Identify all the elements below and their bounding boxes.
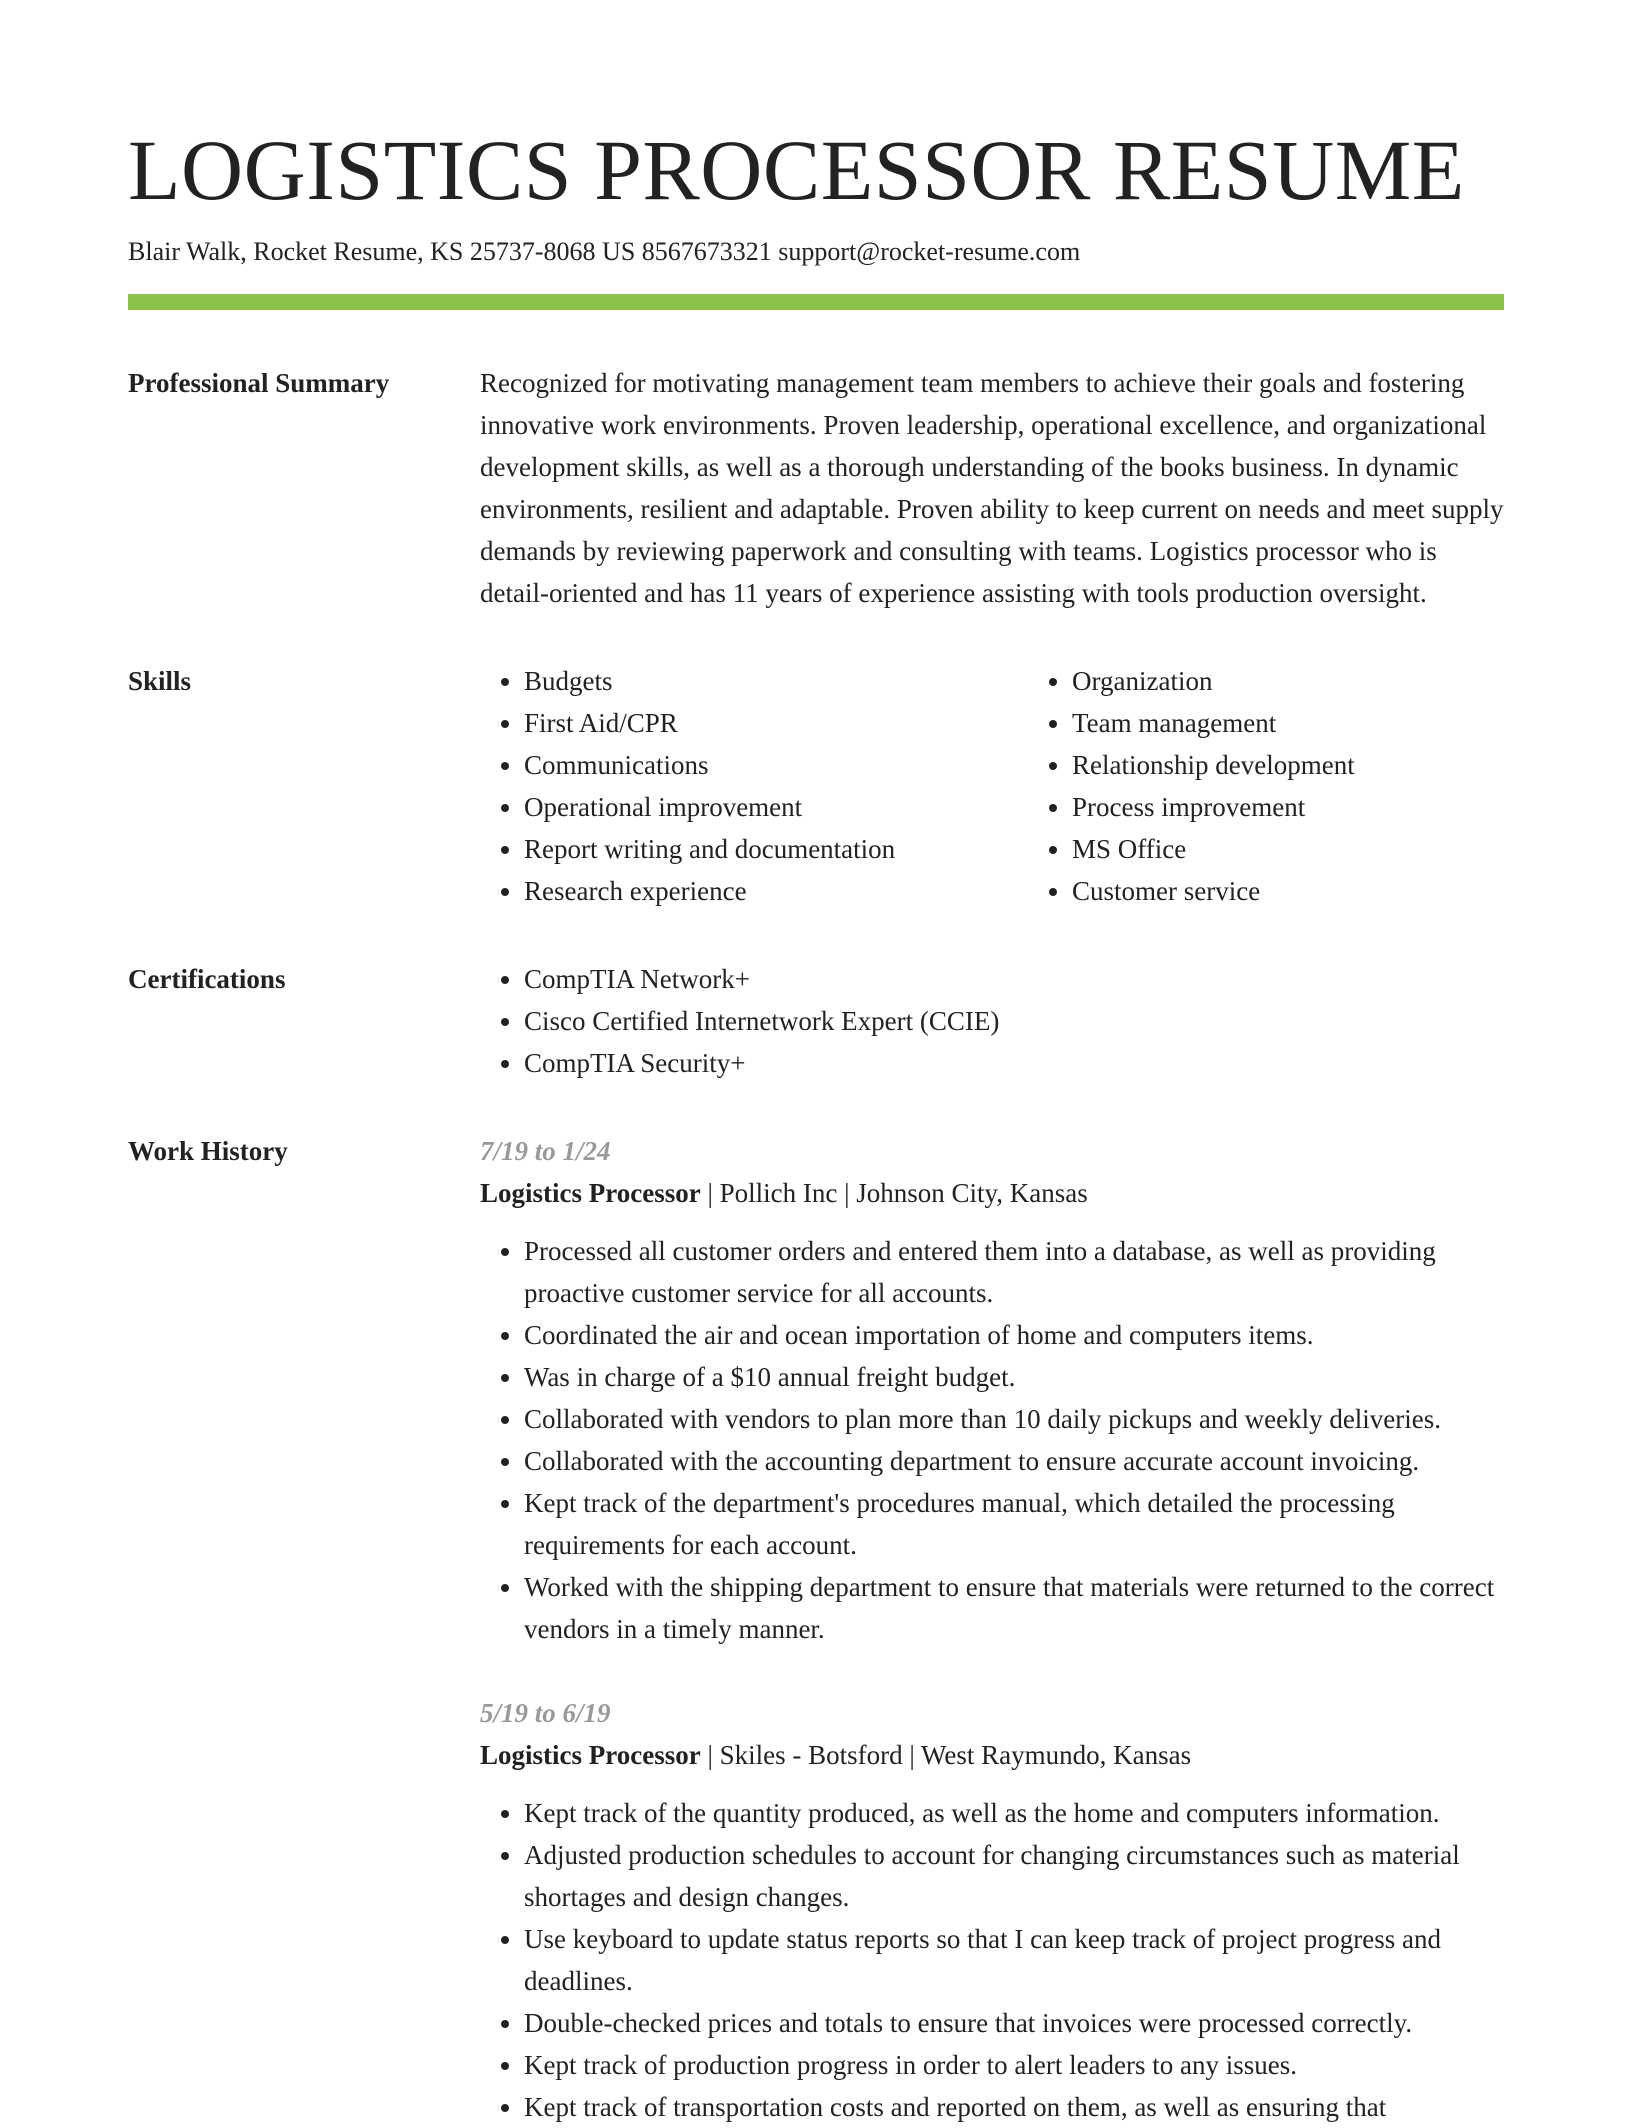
job-date: 7/19 to 1/24 xyxy=(480,1136,611,1166)
certifications-list xyxy=(480,958,1504,1084)
list-item: • Collaborated with the accounting department to ensure accurate account invoicing. xyxy=(524,1440,1504,1482)
job-date: 5/19 to 6/19 xyxy=(480,1698,611,1728)
list-item: • Report writing and documentation xyxy=(524,828,1028,870)
job-bullets xyxy=(480,1792,1504,2128)
list-item: • Communications xyxy=(524,744,1028,786)
job-bullets xyxy=(480,1230,1504,1650)
list-item: • Collaborated with vendors to plan more than 10 daily pickups and weekly deliveries. xyxy=(524,1398,1504,1440)
list-item: • Kept track of the quantity produced, as well as the home and computers information. xyxy=(524,1792,1504,1834)
list-item: • CompTIA Network+ xyxy=(524,958,1504,1000)
list-item: • Budgets xyxy=(524,660,1028,702)
job-details: | Skiles - Botsford | West Raymundo, Kansas xyxy=(700,1740,1192,1770)
list-item: • Adjusted production schedules to account for changing circumstances such as material shortages and design changes. xyxy=(524,1834,1504,1918)
list-item: • Operational improvement xyxy=(524,786,1028,828)
list-item: • Kept track of the department's procedures manual, which detailed the processing requirements for each account. xyxy=(524,1482,1504,1566)
skills-section xyxy=(128,660,1504,912)
list-item: • Research experience xyxy=(524,870,1028,912)
skills-list-left xyxy=(480,660,1028,912)
job-entry xyxy=(480,1130,1504,1650)
job-title: Logistics Processor xyxy=(480,1740,701,1770)
list-item: • First Aid/CPR xyxy=(524,702,1028,744)
list-item: • Kept track of production progress in order to alert leaders to any issues. xyxy=(524,2044,1504,2086)
skills-list-right xyxy=(1028,660,1576,912)
resume-page xyxy=(128,120,1504,2128)
list-item: • Coordinated the air and ocean importation of home and computers items. xyxy=(524,1314,1504,1356)
job-entry xyxy=(480,1692,1504,2128)
list-item: • Team management xyxy=(1072,702,1576,744)
list-item: • Processed all customer orders and entered them into a database, as well as providing proactive customer service for all accounts. xyxy=(524,1230,1504,1314)
certifications-section xyxy=(128,958,1504,1084)
list-item: • CompTIA Security+ xyxy=(524,1042,1504,1084)
job-heading xyxy=(480,1172,1504,1214)
list-item: • MS Office xyxy=(1072,828,1576,870)
list-item: • Use keyboard to update status reports so that I can keep track of project progress and deadlines. xyxy=(524,1918,1504,2002)
list-item: • Was in charge of a $10 annual freight budget. xyxy=(524,1356,1504,1398)
section-label-certifications: Certifications xyxy=(128,964,286,994)
job-details: | Pollich Inc | Johnson City, Kansas xyxy=(700,1178,1088,1208)
list-item: • Cisco Certified Internetwork Expert (CCIE) xyxy=(524,1000,1504,1042)
list-item: • Double-checked prices and totals to ensure that invoices were processed correctly. xyxy=(524,2002,1504,2044)
list-item: • Worked with the shipping department to ensure that materials were returned to the correct vendors in a timely manner. xyxy=(524,1566,1504,1650)
resume-title: LOGISTICS PROCESSOR RESUME xyxy=(128,122,1465,218)
list-item: • Kept track of transportation costs and reported on them, as well as ensuring that xyxy=(524,2086,1504,2128)
job-title: Logistics Processor xyxy=(480,1178,701,1208)
section-label-summary: Professional Summary xyxy=(128,368,390,398)
list-item: • Process improvement xyxy=(1072,786,1576,828)
list-item: • Organization xyxy=(1072,660,1576,702)
section-label-work-history: Work History xyxy=(128,1136,288,1166)
summary-section xyxy=(128,362,1504,614)
list-item: • Relationship development xyxy=(1072,744,1576,786)
work-history-section xyxy=(128,1130,1504,2128)
summary-text: Recognized for motivating management team members to achieve their goals and fostering innovative work environments. Proven leadership, operational excellence, and organizational development skills, as well as a thorough understanding of the books business. In dynamic environments, resilient and adaptable. Proven ability to keep current on needs and meet supply demands by reviewing paperwork and consulting with teams. Logistics processor who is detail-oriented and has 11 years of experience assisting with tools production oversight. xyxy=(480,368,1504,608)
header-divider xyxy=(128,294,1504,310)
section-label-skills: Skills xyxy=(128,666,192,696)
contact-line: Blair Walk, Rocket Resume, KS 25737-8068 US 8567673321 support@rocket-resume.com xyxy=(128,237,1081,266)
list-item: • Customer service xyxy=(1072,870,1576,912)
job-heading xyxy=(480,1734,1504,1776)
